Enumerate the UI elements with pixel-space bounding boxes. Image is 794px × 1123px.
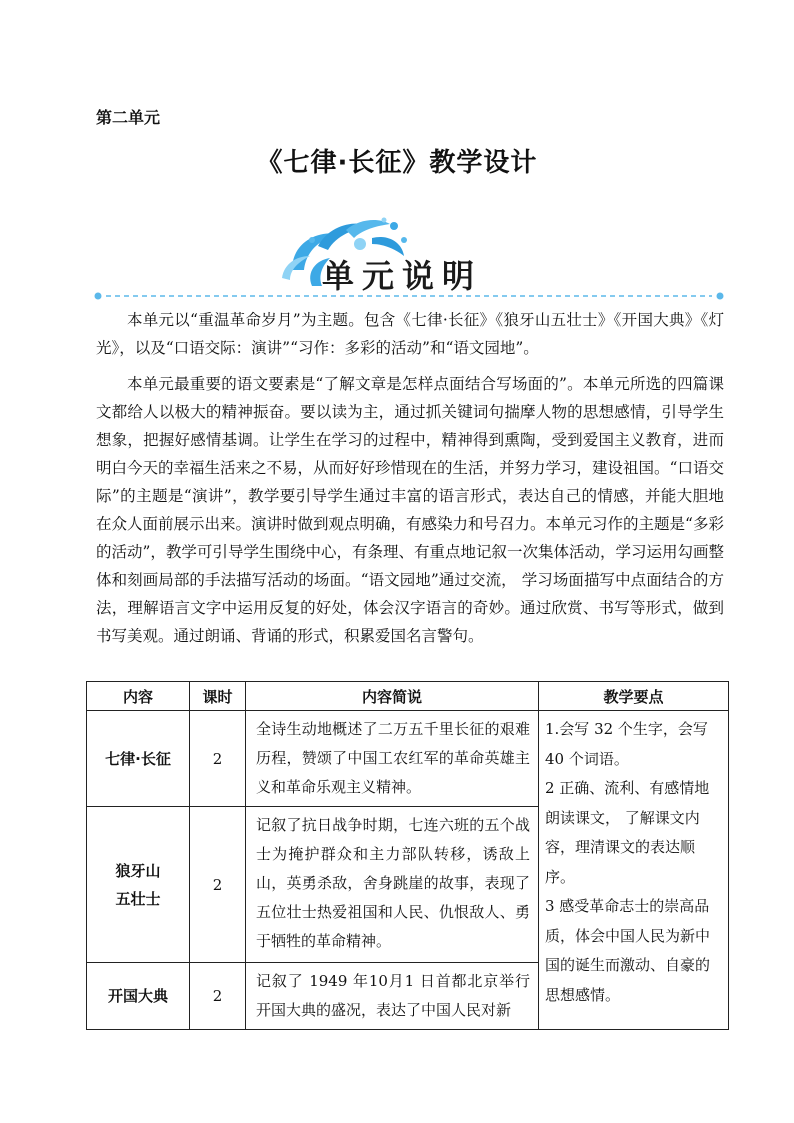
header-hours: 课时 bbox=[190, 682, 246, 711]
section-title: 单元说明 bbox=[322, 257, 483, 295]
lesson-name-line: 狼牙山 bbox=[115, 861, 161, 880]
elements-paragraph: 本单元最重要的语文要素是“了解文章是怎样点面结合写场面的”。本单元所选的四篇课文都给人以极大的精神振奋。要以读为主，通过抓关键词句揣摩人物的思想感情，引导学生想象，把握好感情基调。让学生在学习的过程中，精神得到熏陶，受到爱国主义教育，进而明白今天的幸福生活来之不易，从而好好珍惜现在的生活，并努力学习，建设祖国。“口语交际”的主题是“演讲”，教学要引导学生通过丰富的语言形式，表达自己的情感，并能大胆地在众人面前展示出来。演讲时做到观点明确，有感染力和号召力。本单元习作的主题是“多彩的活动”，教学可引导学生围绕中心，有条理、有重点地记叙一次集体活动，学习运用勾画整体和刻画局部的手法描写活动的场面。“语文园地”通过交流， 学习场面描写中点面结合的方法，理解语言文字中运用反复的好处，体会汉字语言的奇妙。通过欣赏、书写等形式，做到书写美观。通过朗诵、背诵的形式，积累爱国名言警句。 bbox=[96, 375, 724, 645]
lesson-hours: 2 bbox=[190, 711, 246, 807]
table-row bbox=[87, 711, 729, 807]
lesson-summary: 记叙了 1949 年10月1 日首都北京举行开国大典的盛况，表达了中国人民对新 bbox=[246, 963, 539, 1030]
key-points-cell bbox=[539, 711, 729, 1030]
key-point: 1.会写 32 个生字，会写 40 个词语。 bbox=[545, 720, 708, 768]
table-header-row bbox=[87, 682, 729, 711]
lesson-name: 开国大典 bbox=[87, 963, 190, 1030]
lesson-hours: 2 bbox=[190, 963, 246, 1030]
lesson-name-line: 五壮士 bbox=[115, 889, 161, 908]
lesson-name bbox=[87, 807, 190, 963]
lesson-table bbox=[86, 681, 729, 1030]
lesson-name: 七律·长征 bbox=[87, 711, 190, 807]
lesson-summary: 记叙了抗日战争时期，七连六班的五个战士为掩护群众和主力部队转移，诱敌上山，英勇杀敌，舍身跳崖的故事，表现了五位壮士热爱祖国和人民、仇恨敌人、勇于牺牲的革命精神。 bbox=[246, 807, 539, 963]
header-summary: 内容简说 bbox=[246, 682, 539, 711]
lesson-hours: 2 bbox=[190, 807, 246, 963]
header-key-points: 教学要点 bbox=[539, 682, 729, 711]
lesson-summary: 全诗生动地概述了二万五千里长征的艰难历程，赞颂了中国工农红军的革命英雄主义和革命乐观主义精神。 bbox=[246, 711, 539, 807]
key-point: 2 正确、流利、有感情地朗读课文， 了解课文内容，理清课文的表达顺序。 bbox=[545, 779, 710, 886]
key-point: 3 感受革命志士的崇高品质，体会中国人民为新中国的诞生而激动、自豪的思想感情。 bbox=[545, 897, 711, 1004]
unit-label: 第二单元 bbox=[96, 108, 161, 127]
intro-paragraph: 本单元以“重温革命岁月”为主题。包含《七律·长征》《狼牙山五壮士》《开国大典》《灯光》，以及“口语交际：演讲”“习作：多彩的活动”和“语文园地”。 bbox=[96, 311, 724, 357]
document-title: 《七律·长征》教学设计 bbox=[256, 148, 538, 178]
header-content: 内容 bbox=[87, 682, 190, 711]
